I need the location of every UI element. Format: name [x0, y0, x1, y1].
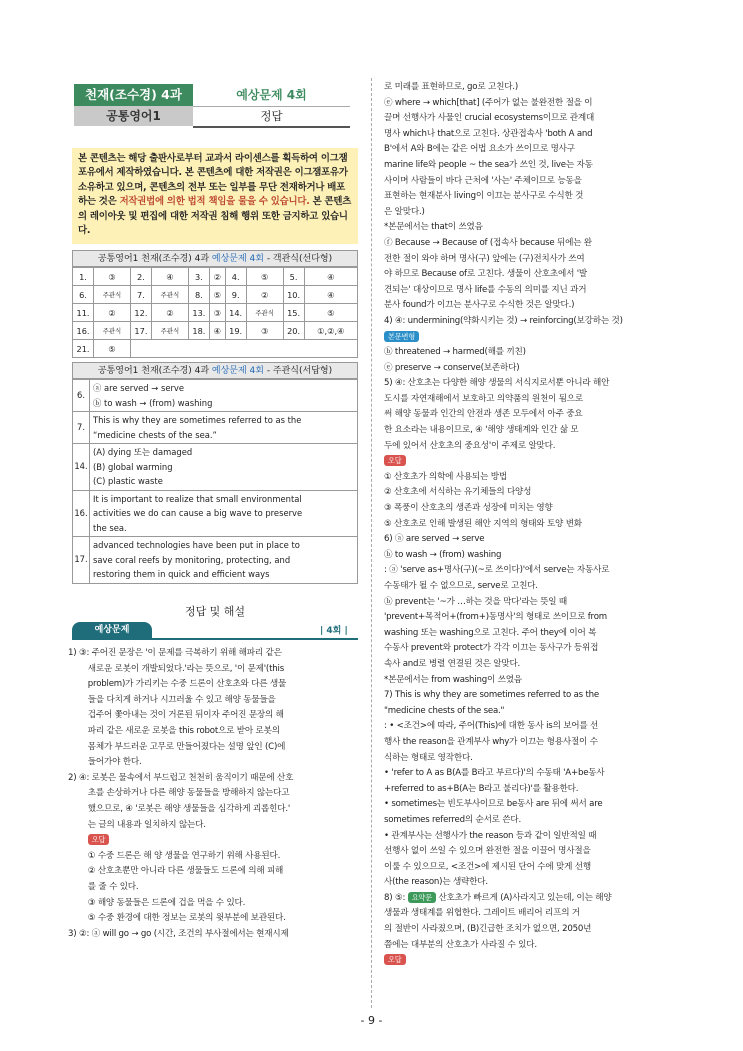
- explanation-line: [384, 454, 684, 470]
- explanation-line: 두에 있어서 산호초의 중요성'이 주제로 알맞다.: [384, 440, 556, 451]
- explanation-line: 7) This is why they are sometimes referred to as the: [384, 690, 599, 701]
- mc-question-number: 11.: [73, 304, 94, 322]
- explanation-line: washing 또는 washing으로 고친다. 주어 they에 이어 복: [384, 627, 597, 638]
- mc-question-number: 8.: [188, 286, 209, 304]
- explanation-line: 한 요소라는 내용이므로, ④ '해양 생태계와 인간 삶 모: [384, 425, 579, 436]
- explanation-line: 명사 which나 that으로 고친다. 상관접속사 'both A and: [384, 128, 593, 139]
- explanation-line: 수동사 prevent와 protect가 각각 이끄는 동사구가 등위접: [384, 643, 599, 654]
- mc-answer: ⑤: [209, 286, 225, 304]
- explanation-line: 선행사 없이 쓰일 수 있으며 완전한 절을 이끌어 명사절을: [384, 846, 591, 857]
- mc-answer: ②: [94, 304, 131, 322]
- explanation-line: [384, 330, 684, 346]
- sa-answer-line: restoring them in quick and efficient ways: [93, 569, 270, 579]
- explanation-line: 행사 the reason을 관계부사 why가 이끄는 형용사절이 수: [384, 736, 598, 747]
- unit-title: 천재(조수경) 4과: [74, 84, 193, 106]
- mc-row: [73, 322, 358, 340]
- sa-answer-line: activities we do can cause a big wave to preserve: [93, 508, 303, 518]
- summary-badge: 요약문: [408, 892, 436, 903]
- answer-label: 정답: [193, 106, 350, 128]
- answers-section-title: 정답 및 해설: [184, 605, 246, 618]
- mc-question-number: 3.: [188, 268, 209, 286]
- sa-answer-line: This is why they are sometimes referred to as the: [93, 415, 302, 425]
- explanation-line: sometimes referred의 순서로 쓴다.: [384, 814, 522, 825]
- mc-answer: ④: [151, 268, 188, 286]
- sa-answer-line: save coral reefs by monitoring, protecting, and: [93, 554, 291, 565]
- explanation-line: ① 산호초가 의학에 사용되는 방법: [384, 471, 507, 482]
- explanation-line: 속사 and로 병렬 연결된 것은 알맞다.: [384, 658, 521, 669]
- explanation-line: 로 미래를 표현하므로, go로 고친다.): [384, 82, 518, 92]
- explanation-line: [384, 891, 684, 907]
- explanation-line: 야 하므로 Because of로 고친다. 생물이 산호초에서 '발: [384, 269, 588, 280]
- explanation-line: 들을 다치게 하거나 시끄러울 수 있고 해양 동물들을: [87, 694, 276, 705]
- explanation-line: ⓕ Because → Because of (접속사 because 뒤에는 완: [384, 237, 592, 248]
- page-number: - 9 -: [360, 1014, 383, 1027]
- explanation-line: 사(the reason)는 생략한다.: [384, 877, 488, 888]
- sa-answer: [90, 412, 358, 444]
- mc-row: [73, 286, 358, 304]
- sa-row: [73, 380, 358, 412]
- right-explanations: [384, 80, 684, 969]
- explanation-line: 끌며 선행사가 사물인 crucial ecosystems이므로 관계대: [384, 113, 595, 124]
- sa-row: [73, 490, 358, 537]
- mc-question-number: 16.: [73, 322, 94, 340]
- explanation-line: ⓔ where → which[that] (주어가 없는 불완전한 절을 이: [384, 97, 593, 108]
- explanation-line: 도시를 자연재해에서 보호하고 의약품의 원천이 됨으로: [384, 393, 583, 404]
- mc-row: [73, 340, 358, 358]
- sa-answer: [90, 490, 358, 537]
- explanation-line: 는 글의 내용과 일치하지 않는다.: [87, 819, 206, 830]
- mc-question-number: 20.: [283, 322, 304, 340]
- copyright-notice: [72, 148, 358, 244]
- mc-question-number: 10.: [283, 286, 304, 304]
- explanation-line: ② 산호초에 서식하는 유기체들의 다양성: [384, 487, 532, 498]
- explanation-line: [68, 833, 358, 849]
- sa-answer: [90, 537, 358, 584]
- explanation-line: ⓑ prevent는 '~가 …하는 것을 막다'라는 뜻일 때: [384, 596, 568, 607]
- sa-answer-line: (B) global warming: [93, 461, 173, 472]
- exam-title: 예상문제 4회: [193, 84, 350, 107]
- explanation-line: 4) ④: undermining(약화시키는 것) → reinforcing(보강하는 것): [384, 315, 623, 326]
- explanation-line: • 'refer to A as B(A를 B라고 부르다)'의 수동태 'A+be동사: [384, 768, 605, 779]
- mc-answer: ④: [304, 286, 357, 304]
- wrong-answer-badge: 오답: [88, 834, 110, 845]
- explanation-line: 2) ④: 로봇은 물속에서 부드럽고 천천히 움직이기 때문에 산호: [68, 772, 294, 783]
- explanation-line: 들어가야 한다.: [87, 757, 142, 768]
- explanation-line: 5) ④: 산호초는 다양한 해양 생물의 서식지로서뿐 아니라 해안: [384, 378, 610, 389]
- explanation-line: 전한 절이 와야 하며 명사(구) 앞에는 (구)전치사가 쓰여: [384, 253, 585, 264]
- explanation-line: 분사 found가 이끄는 분사구로 수식한 것은 알맞다.): [384, 300, 575, 311]
- explanation-line: 새로운 로봇이 개발되었다.'라는 뜻으로, '이 문제'(this: [87, 663, 284, 674]
- mc-question-number: 19.: [225, 322, 246, 340]
- sa-row: [73, 444, 358, 491]
- explanation-line: marine life와 people ~ the sea가 쓰인 것, live는 자동: [384, 159, 593, 170]
- mc-answer: 주관식: [151, 286, 188, 304]
- explanation-line: ⓑ to wash → (from) washing: [384, 549, 502, 560]
- sa-question-number: 7.: [73, 412, 90, 444]
- mc-question-number: 17.: [130, 322, 151, 340]
- sa-answer-line: (C) plastic waste: [93, 476, 163, 486]
- mc-question-number: 2.: [130, 268, 151, 286]
- explanation-line: *본문에서는 from washing이 쓰였음: [384, 674, 522, 685]
- explanation-line: 표현하는 현재분사 living이 이끄는 분사구로 수식한 것: [384, 191, 584, 202]
- mc-question-number: 1.: [73, 268, 94, 286]
- explanation-line: • 관계부사는 선행사가 the reason 등과 같이 일반적일 때: [384, 830, 597, 841]
- explanation-line: • sometimes는 빈도부사이므로 be동사 are 뒤에 써서 are: [384, 799, 603, 810]
- explanation-line: : ⓐ 'serve as+명사(구)(~로 쓰이다)'에서 serve는 자동사로: [384, 565, 610, 576]
- explanation-line: 를 줄 수 있다.: [87, 881, 139, 892]
- explanation-line: ⑤ 산호초로 인해 발생된 해안 지역의 형태와 토양 변화: [384, 518, 582, 529]
- sa-question-number: 16.: [73, 490, 90, 537]
- sa-row: [73, 412, 358, 444]
- sa-title-pre: 공통영어1 천재(조수경) 4과: [97, 366, 212, 376]
- mc-question-number: 13.: [188, 304, 209, 322]
- mc-answer: ⑤: [94, 340, 131, 358]
- explanation-line: problem)가 가리키는 수중 드론이 산호초와 다른 생물: [87, 679, 287, 690]
- mc-answer: 주관식: [246, 304, 283, 322]
- explanation-line: 3) ②: ⓐ will go → go (시간, 조건의 부사절에서는 현재시제: [68, 928, 289, 939]
- explanation-line: 했으므로, ④ '로봇은 해양 생물들을 심각하게 괴롭힌다.': [87, 803, 291, 814]
- column-divider: [371, 78, 372, 1008]
- mc-answer: 주관식: [94, 286, 131, 304]
- sa-answer-table: [72, 379, 358, 584]
- sa-row: [73, 537, 358, 584]
- mc-question-number: 15.: [283, 304, 304, 322]
- explanation-line: 1) ③: 주어진 문장은 '이 문제를 극복하기 위해 해파리 같은: [68, 648, 282, 658]
- mc-answer: 주관식: [94, 322, 131, 340]
- sa-answer: [90, 380, 358, 412]
- mc-answer: ④: [304, 268, 357, 286]
- wrong-answer-badge: 오답: [384, 954, 406, 965]
- sa-question-number: 6.: [73, 380, 90, 412]
- sa-title-post: - 주관식(서답형): [263, 366, 333, 376]
- explanation-line: 식하는 형태로 영작한다.: [384, 752, 473, 763]
- mc-empty-cell: [130, 340, 357, 358]
- sa-answer-line: It is important to realize that small environmental: [93, 493, 302, 504]
- mc-question-number: 21.: [73, 340, 94, 358]
- explanation-line: ② 산호초뿐만 아니라 다른 생물들도 드론에 의해 피해: [87, 866, 284, 877]
- mc-answer: ②: [209, 268, 225, 286]
- explanation-line: "medicine chests of the sea.": [384, 705, 505, 716]
- explanation-line: +referred to as+B(A는 B라고 불리다)'를 활용한다.: [384, 783, 579, 794]
- mc-question-number: 14.: [225, 304, 246, 322]
- explanation-line: 생물과 생태계를 위협한다. 그레이트 배리어 리프의 거: [384, 908, 580, 919]
- explanation-line: 6) ⓐ are served → serve: [384, 534, 485, 545]
- wrong-answer-badge: 오답: [384, 455, 406, 466]
- explanation-line: 쯤에는 대부분의 산호초가 사라질 수 있다.: [384, 939, 537, 950]
- mc-question-number: 4.: [225, 268, 246, 286]
- explanation-line: ⑤ 수중 환경에 대한 정보는 로봇의 윗부분에 보관된다.: [87, 913, 286, 924]
- mc-answer: ③: [94, 268, 131, 286]
- mc-answer: ⑤: [246, 268, 283, 286]
- mc-question-number: 18.: [188, 322, 209, 340]
- left-explanations: [68, 646, 358, 942]
- mc-answer: ④: [209, 322, 225, 340]
- explanation-line: ① 수중 드론은 해 양 생물을 연구하기 위해 사용된다.: [87, 850, 281, 861]
- explanation-line: ③ 해양 동물들은 드론에 겁을 먹을 수 있다.: [87, 897, 246, 908]
- mc-answer: 주관식: [151, 322, 188, 340]
- mc-title-blue: 예상문제 4회: [211, 254, 264, 264]
- sa-answer-line: ⓐ are served → serve: [93, 383, 185, 393]
- notice-highlight: 저작권법에 의한 법적 책임을 물을 수 있습니다.: [119, 196, 310, 208]
- subject-title: 공통영어1: [74, 106, 193, 126]
- sa-table-title: [72, 362, 358, 379]
- mc-answer: ③: [246, 322, 283, 340]
- sa-answer-line: advanced technologies have been put in place to: [93, 540, 300, 550]
- notice-pre: 본 콘텐츠는 해당 출판사로부터 교과서 라이센스를 획득하여 이그잼포유에서 제작하였습니다. 본 콘텐츠에 대한 저작권은 이그잼포유가 소유하고 있으며, 콘텐츠의 전부 또는 일부를 무단 전재하거나 배포하는 것은: [78, 153, 348, 208]
- mc-answer: ③: [209, 304, 225, 322]
- mc-question-number: 6.: [73, 286, 94, 304]
- explanation-line: 몸체가 부드러운 고무로 만들어졌다는 설명 앞인 (C)에: [87, 741, 286, 752]
- explanation-line: 이룰 수 있으므로, <조건>에 제시된 단어 수에 맞게 선행: [384, 861, 591, 872]
- explanation-line: 사이며 사람들이 바다 근처에 '사는' 주체이므로 능동을: [384, 175, 582, 186]
- explanation-line: B'에서 A와 B에는 같은 어법 요소가 쓰이므로 명사구: [384, 144, 575, 155]
- explanation-line: 초를 손상하거나 다른 해양 동물들을 방해하지 않는다고: [87, 788, 290, 799]
- mc-row: [73, 268, 358, 286]
- line-text: 산호초가 빠르게 (A)사라지고 있는데, 이는 해양: [435, 892, 612, 903]
- mc-answer: ①,②,④: [304, 322, 357, 340]
- sa-answer-line: (A) dying 또는 damaged: [93, 447, 193, 457]
- sa-answer-line: ⓑ to wash → (from) washing: [93, 397, 213, 408]
- mc-question-number: 7.: [130, 286, 151, 304]
- explanation-line: 은 알맞다.): [384, 206, 425, 217]
- line-text: 8) ⑤:: [384, 892, 408, 903]
- explanation-line: 의 절반이 사라졌으며, (B)긴급한 조치가 없으면, 2050년: [384, 924, 592, 935]
- explanation-line: ⓑ threatened → harmed(해를 끼친): [384, 347, 526, 358]
- mc-title-pre: 공통영어1 천재(조수경) 4과: [97, 254, 212, 264]
- mc-answer: ⑤: [304, 304, 357, 322]
- explanation-line: 수동태가 될 수 없으므로, serve로 고친다.: [384, 581, 538, 591]
- mc-question-number: 5.: [283, 268, 304, 286]
- text-variation-badge: 본문변형: [384, 331, 419, 342]
- explanation-line: 겁주어 쫓아내는 것이 거론된 뒤이자 주어진 문장의 해: [87, 710, 284, 721]
- notice-post: 본 콘텐츠의 레이아웃 및 편집에 대한 저작권 침해 행위 또한 금지하고 있습니다.: [78, 196, 352, 237]
- mc-answer: ②: [246, 286, 283, 304]
- mc-title-post: - 객관식(선다형): [263, 254, 333, 264]
- sa-answer-line: “medicine chests of the sea.”: [93, 429, 217, 440]
- mc-table-title: [72, 250, 358, 267]
- explanation-line: : • <조건>에 따라, 주어(This)에 대한 동사 is의 보어를 선: [384, 721, 599, 732]
- mc-row: [73, 304, 358, 322]
- answers-number: | 4회 |: [320, 626, 348, 636]
- explanation-line: *본문에서는 that이 쓰였음: [384, 222, 483, 233]
- mc-answer: ②: [151, 304, 188, 322]
- explanation-line: 파리 같은 새로운 로봇을 this robot으로 받아 로봇의: [87, 725, 280, 736]
- explanation-line: 견되는' 대상이므로 명사 life를 수동의 의미를 지닌 과거: [384, 284, 587, 295]
- explanation-line: ⓔ preserve → conserve(보존하다): [384, 362, 520, 373]
- explanation-line: 써 해양 동물과 인간의 안전과 생존 모두에서 아주 중요: [384, 409, 583, 420]
- answers-tab: 예상문제: [72, 622, 152, 638]
- sa-answer: [90, 444, 358, 491]
- sa-answer-line: the sea.: [93, 522, 127, 533]
- sa-title-blue: 예상문제 4회: [211, 366, 264, 376]
- mc-answer-table: [72, 267, 358, 358]
- sa-question-number: 17.: [73, 537, 90, 584]
- explanation-line: [384, 953, 684, 969]
- mc-question-number: 12.: [130, 304, 151, 322]
- sa-question-number: 14.: [73, 444, 90, 491]
- explanation-line: 'prevent+목적어+(from+)동명사'의 형태로 쓰이므로 from: [384, 612, 607, 623]
- mc-question-number: 9.: [225, 286, 246, 304]
- explanation-line: ③ 폭풍이 산호초의 생존과 성장에 미치는 영향: [384, 503, 553, 514]
